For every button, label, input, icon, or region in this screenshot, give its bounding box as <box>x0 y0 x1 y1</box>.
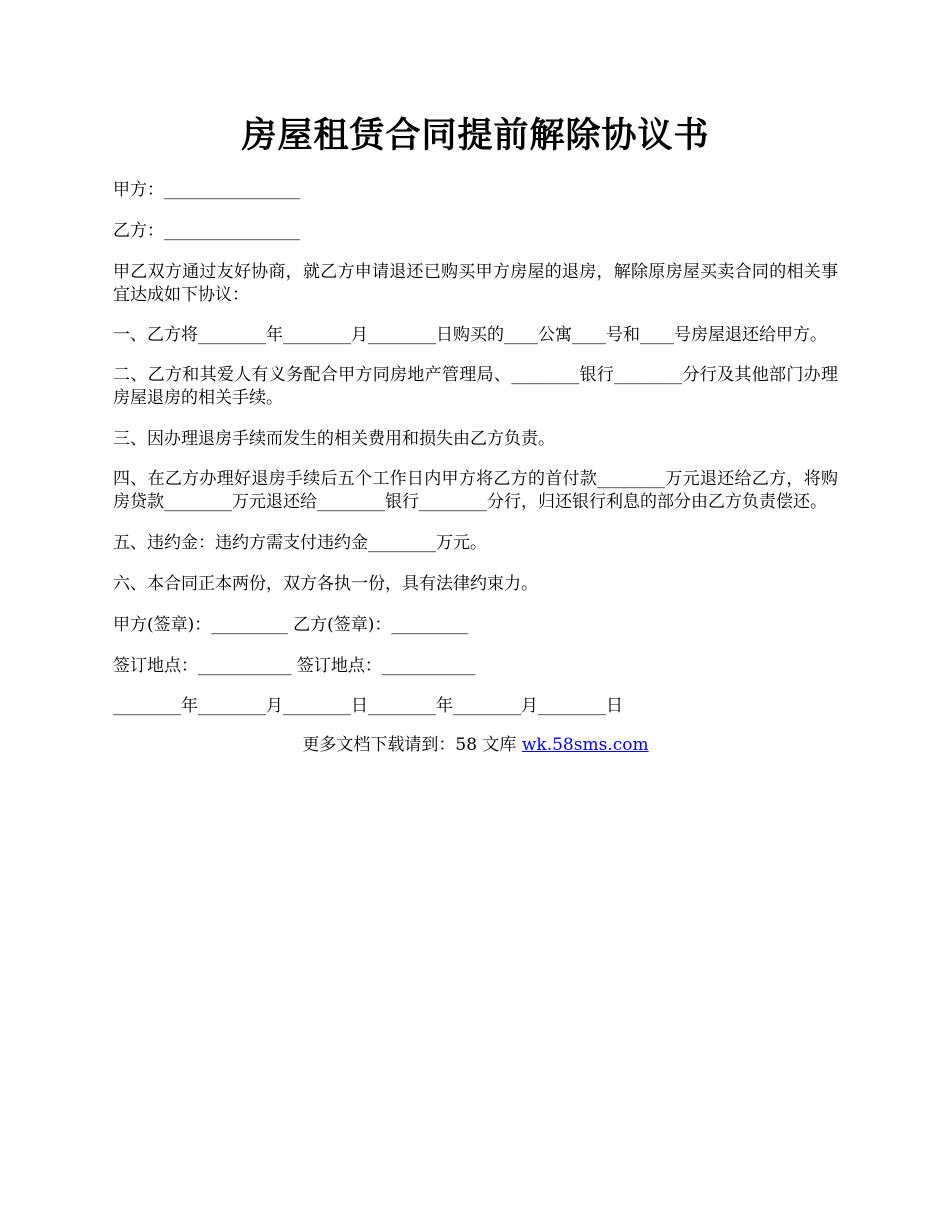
location-line: 签订地点：___________ 签订地点：___________ <box>113 656 476 676</box>
clause-5: 五、违约金：违约方需支付违约金________万元。 <box>113 533 487 553</box>
clause-2: 二、乙方和其爱人有义务配合甲方同房地产管理局、________银行________分行及其他部门办理房屋退房的相关手续。 <box>113 365 838 408</box>
document-title: 房屋租赁合同提前解除协议书 <box>241 115 710 156</box>
party-b-line: 乙方：________________ <box>113 221 300 241</box>
clause-4: 四、在乙方办理好退房手续后五个工作日内甲方将乙方的首付款________万元退还给乙方，将购房贷款________万元退还给________银行________分行，归还银行利息的部分由乙方负责偿还。 <box>113 469 838 512</box>
date-line: ________年________月________日________年________月________日 <box>113 696 623 716</box>
footer-link[interactable]: wk.58sms.com <box>521 735 649 755</box>
clause-6: 六、本合同正本两份，双方各执一份，具有法律约束力。 <box>113 574 538 594</box>
footer-prefix: 更多文档下载请到：58 文库 <box>302 735 522 755</box>
clause-1: 一、乙方将________年________月________日购买的____公寓____号和____号房屋退还给甲方。 <box>113 325 827 345</box>
signature-line: 甲方(签章)：_________ 乙方(签章)：_________ <box>113 615 468 635</box>
party-a-line: 甲方：________________ <box>113 180 300 200</box>
clause-3: 三、因办理退房手续而发生的相关费用和损失由乙方负责。 <box>113 429 555 449</box>
intro-paragraph: 甲乙双方通过友好协商，就乙方申请退还已购买甲方房屋的退房，解除原房屋买卖合同的相关事宜达成如下协议： <box>113 262 838 305</box>
footer-note <box>113 734 838 757</box>
